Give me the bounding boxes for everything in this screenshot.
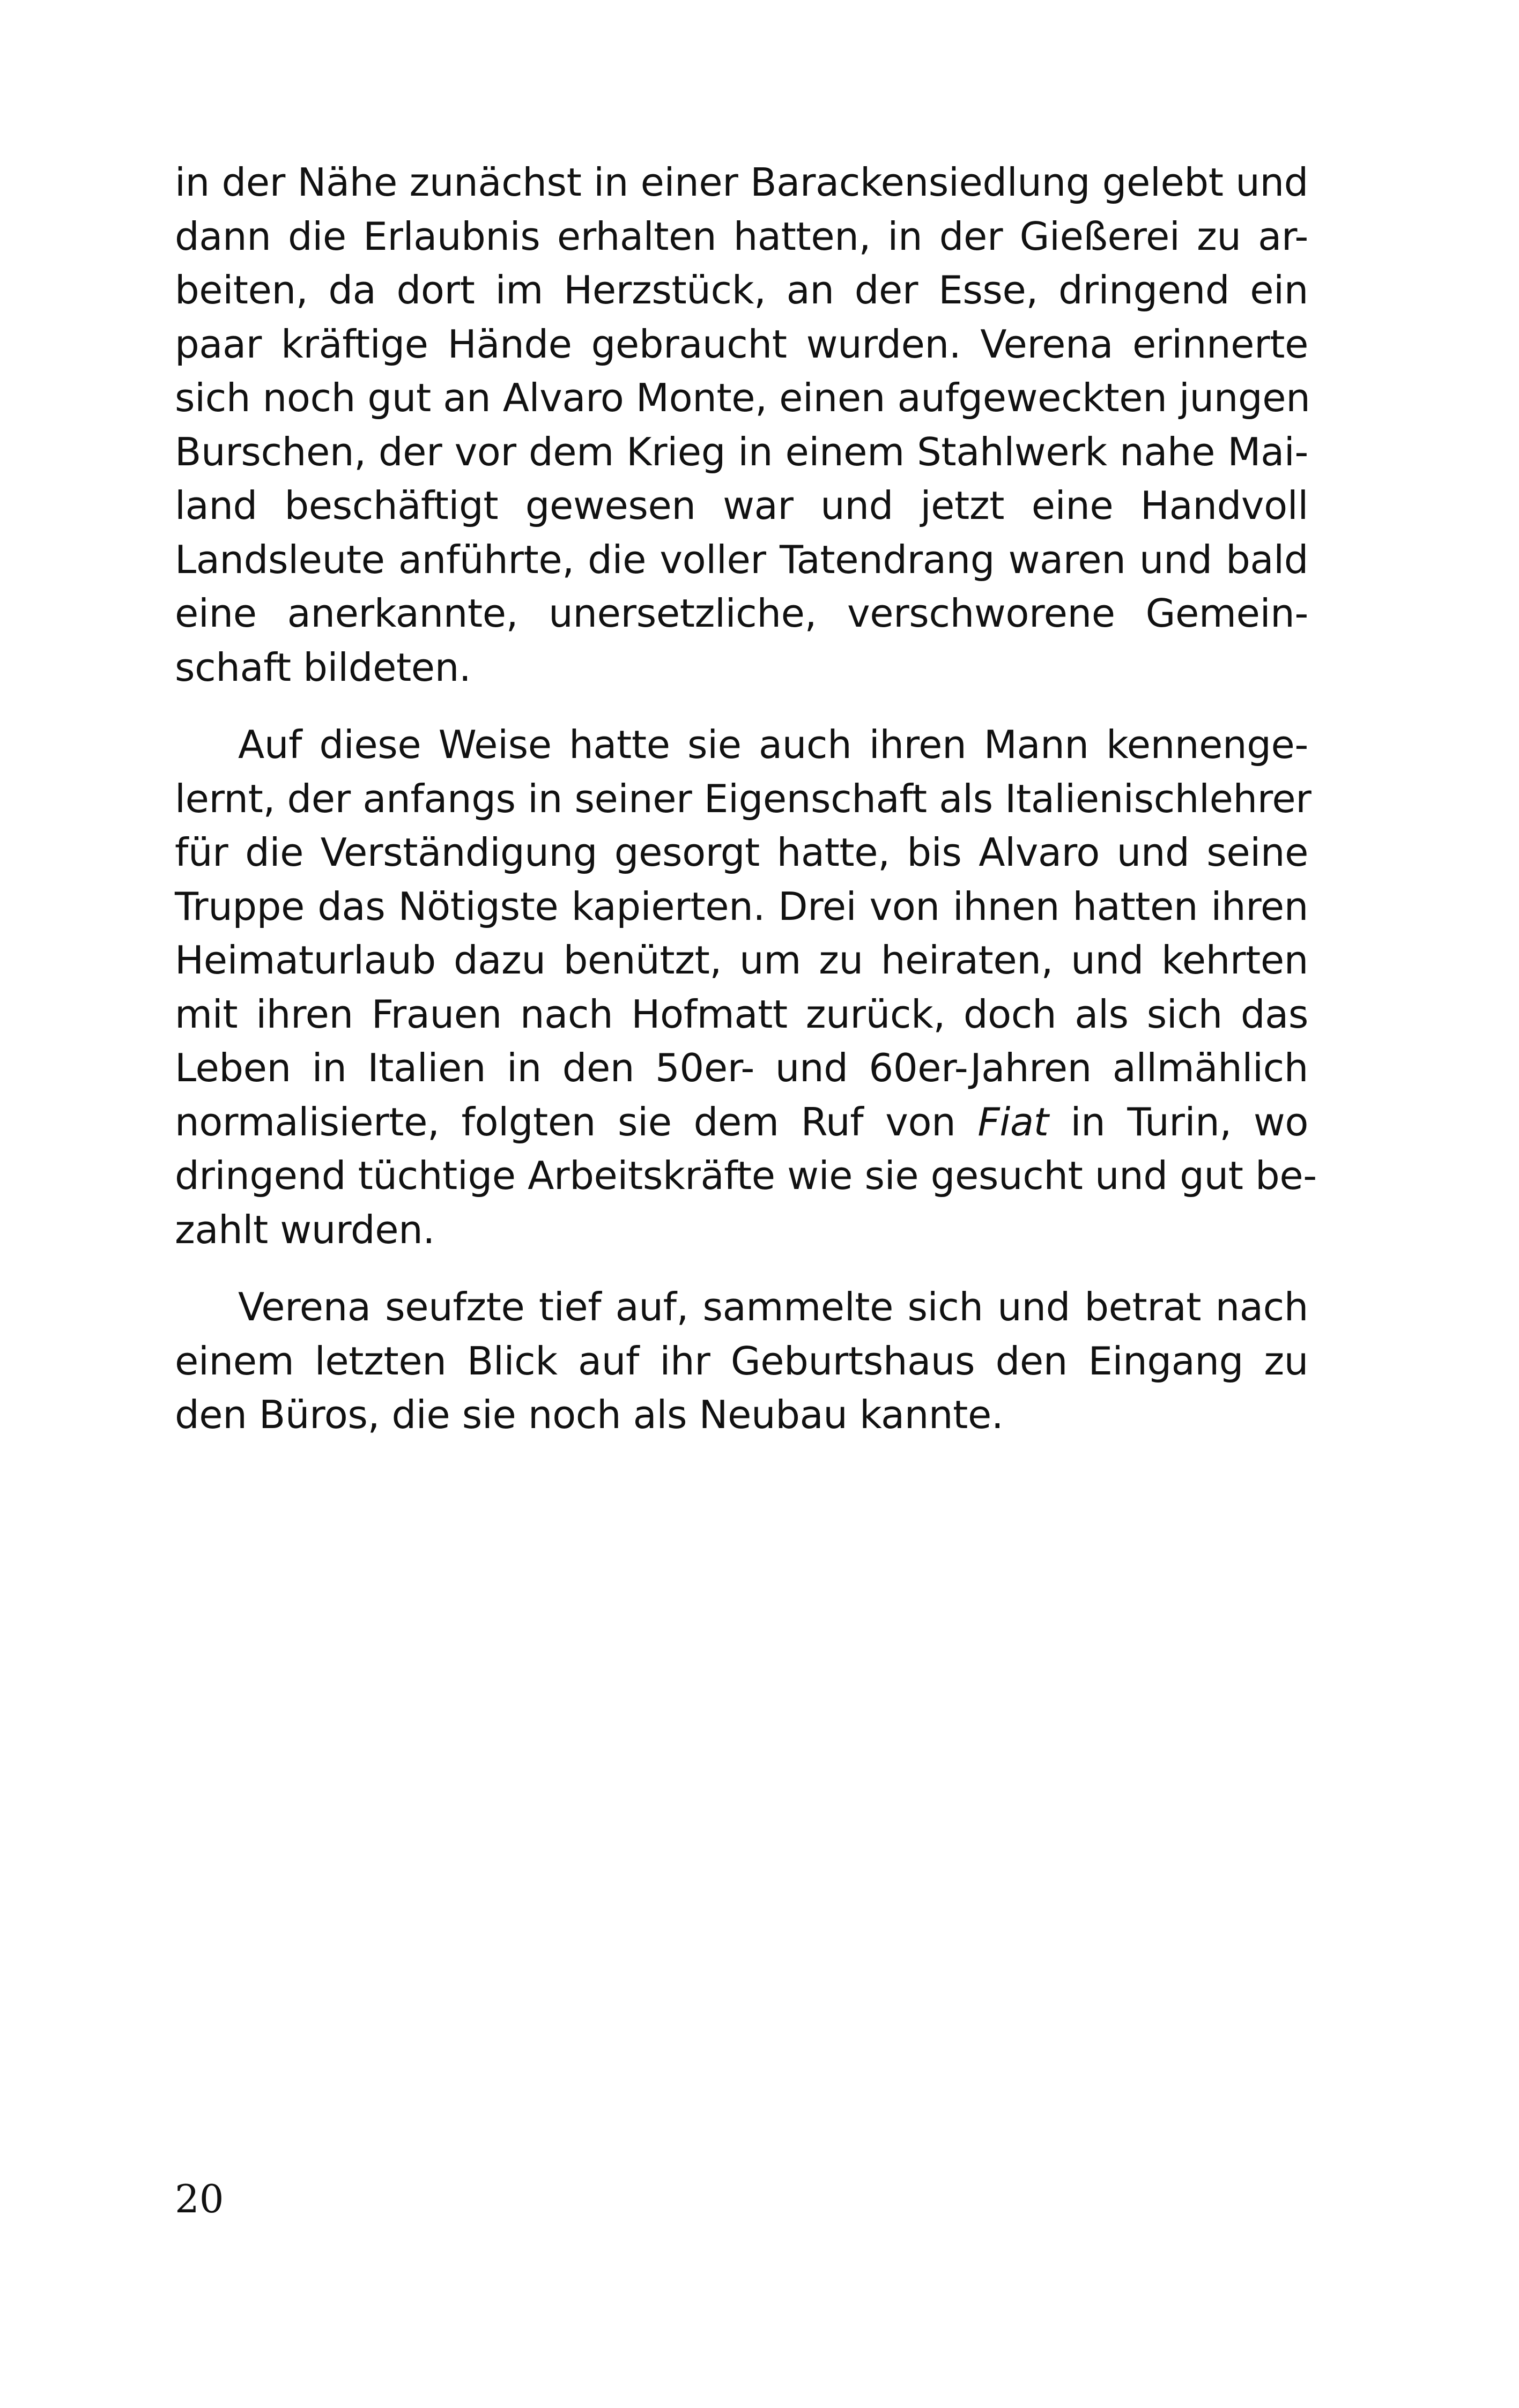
text-line: sich noch gut an Alvaro Monte, einen aufgeweckten jungen <box>175 375 1310 420</box>
text-line: Leben in Italien in den 50er- und 60er-Jahren allmählich <box>175 1045 1308 1090</box>
text-line: dringend tüchtige Arbeitskräfte wie sie gesucht und gut be- <box>175 1153 1317 1198</box>
text-line: paar kräftige Hände gebraucht wurden. Verena erinnerte <box>175 321 1308 367</box>
italic-brand-name: Fiat <box>977 1099 1049 1144</box>
text-line: eine anerkannte, unersetzliche, verschworene Gemein- <box>175 591 1308 636</box>
paragraph-gap <box>175 694 1308 718</box>
paragraph-gap <box>175 1257 1308 1280</box>
text-line: land beschäftigt gewesen war und jetzt eine Handvoll <box>175 483 1308 528</box>
text-line: beiten, da dort im Herzstück, an der Esse, dringend ein <box>175 267 1308 313</box>
text-line: mit ihren Frauen nach Hofmatt zurück, doch als sich das <box>175 991 1308 1037</box>
text-line: schaft bildeten. <box>175 644 471 690</box>
text-line: für die Verständigung gesorgt hatte, bis Alvaro und seine <box>175 830 1308 875</box>
text-line: lernt, der anfangs in seiner Eigenschaft als Italienischlehrer <box>175 776 1311 821</box>
text-segment: normalisierte, folgten sie dem Ruf von <box>175 1099 978 1144</box>
text-line: den Büros, die sie noch als Neubau kannte. <box>175 1392 1004 1437</box>
body-text <box>175 155 1317 1442</box>
text-line-fiat <box>175 1095 1308 1149</box>
text-segment: in Turin, wo <box>1048 1099 1308 1144</box>
text-line: Auf diese Weise hatte sie auch ihren Mann kennenge- <box>238 722 1308 767</box>
text-line: zahlt wurden. <box>175 1207 435 1252</box>
text-line: Verena seufzte tief auf, sammelte sich und betrat nach <box>238 1284 1308 1329</box>
text-line: einem letzten Blick auf ihr Geburtshaus den Eingang zu <box>175 1338 1308 1384</box>
text-line: Heimaturlaub dazu benützt, um zu heiraten, und kehrten <box>175 938 1308 983</box>
text-line: Burschen, der vor dem Krieg in einem Stahlwerk nahe Mai- <box>175 429 1308 474</box>
page-number: 20 <box>175 2176 224 2221</box>
text-line: dann die Erlaubnis erhalten hatten, in der Gießerei zu ar- <box>175 213 1308 259</box>
text-line: in der Nähe zunächst in einer Barackensiedlung gelebt und <box>175 160 1308 205</box>
text-line: Truppe das Nötigste kapierten. Drei von ihnen hatten ihren <box>175 883 1308 929</box>
text-line: Landsleute anführte, die voller Tatendrang waren und bald <box>175 537 1308 582</box>
